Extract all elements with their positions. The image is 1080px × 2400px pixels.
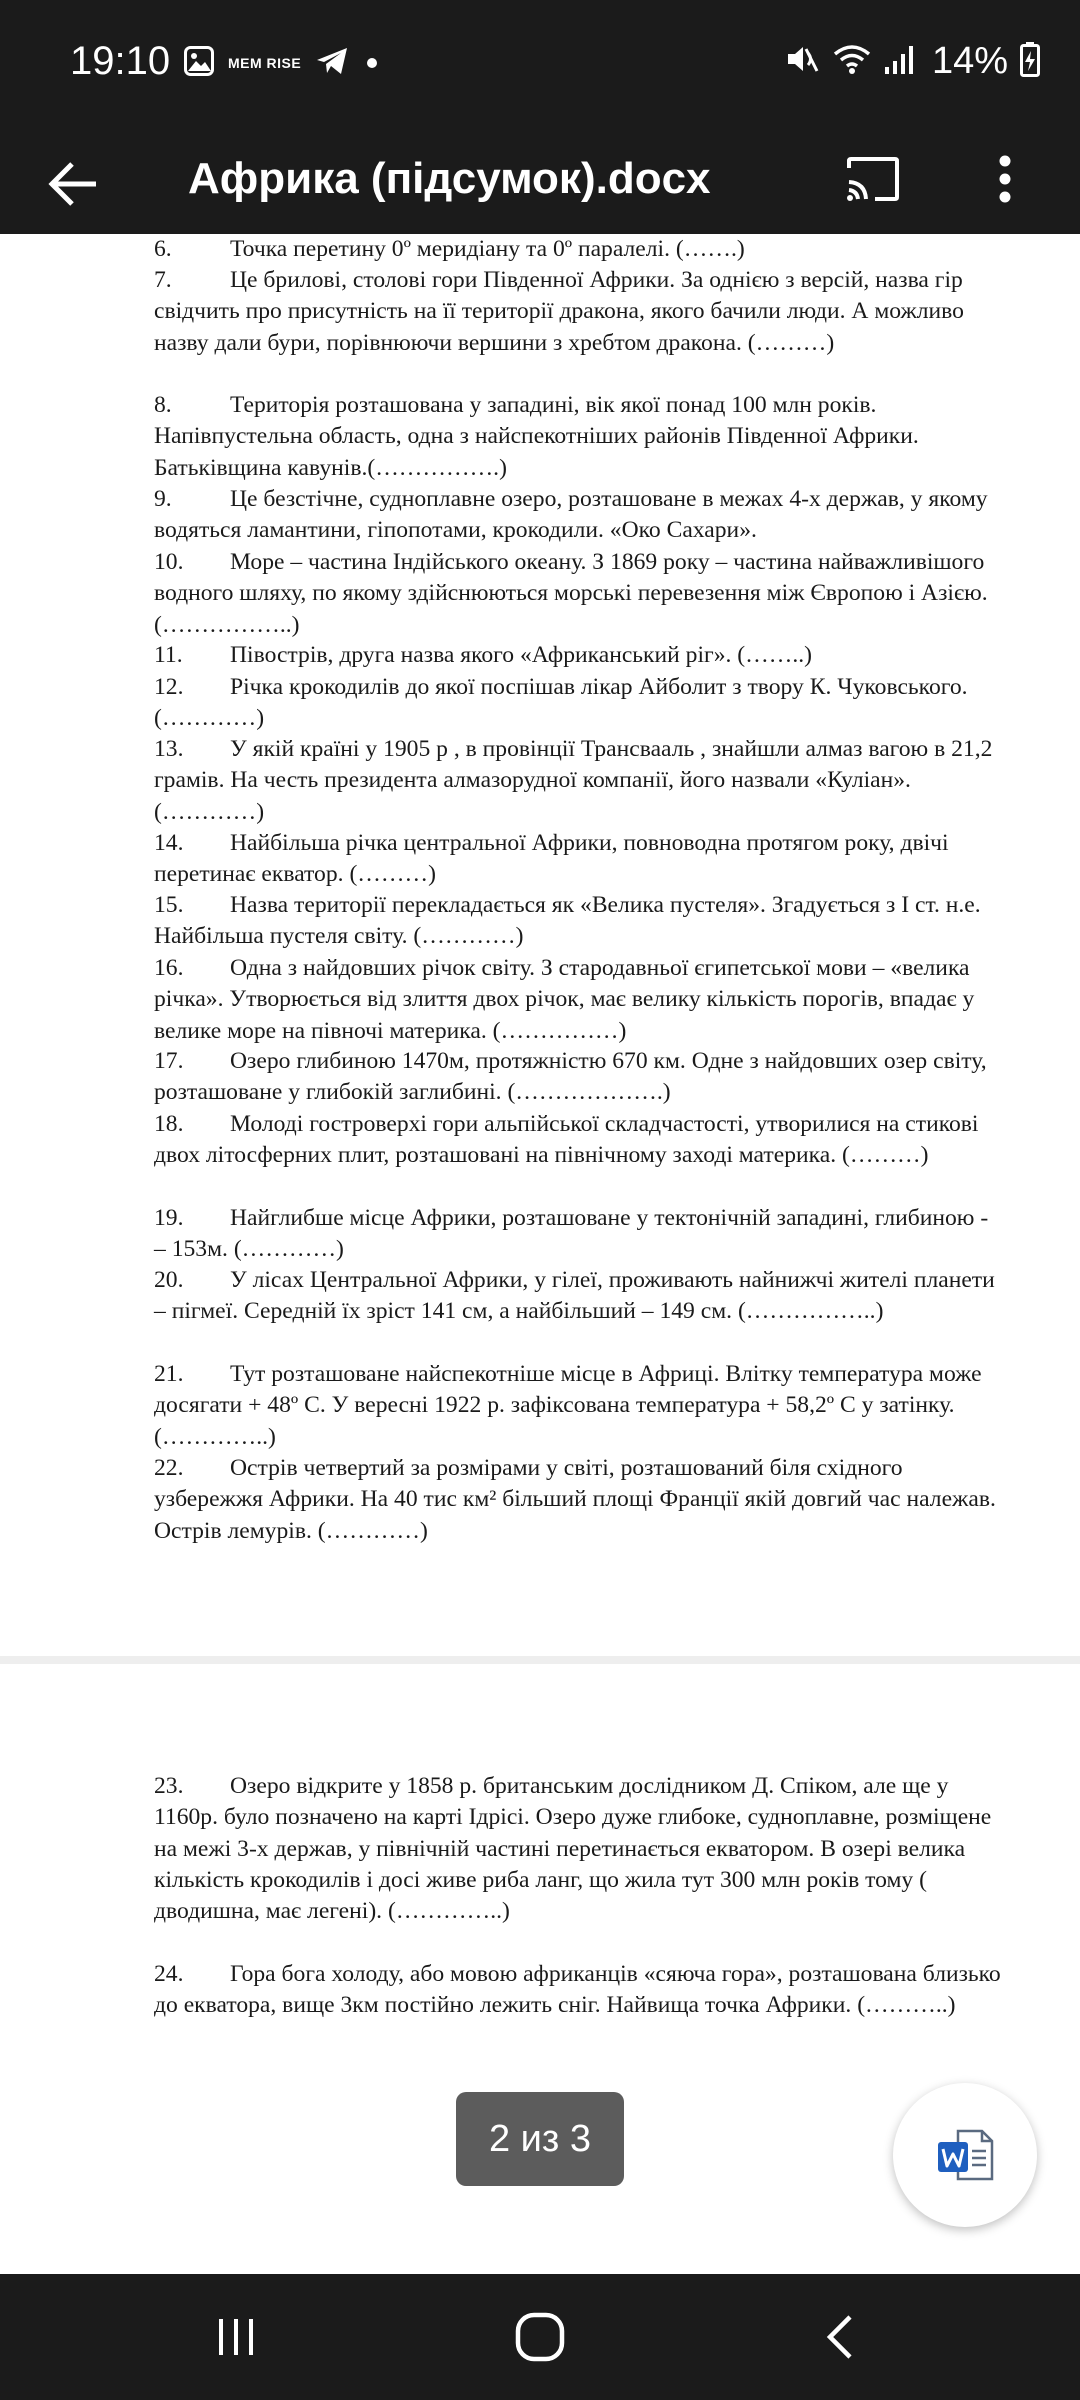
- word-app-icon: [934, 2125, 996, 2185]
- question-14: 14. Найбільша річка центральної Африки, повноводна протягом року, двічі перетинає екватор. (………): [154, 830, 949, 888]
- recent-apps-icon: [214, 2315, 258, 2359]
- question-15: 15. Назва території перекладається як «Велика пустеля». Згадується з І ст. н.е. Найбільша пустеля світу. (…………): [154, 892, 981, 950]
- question-23: 23. Озеро відкрите у 1858 р. британським дослідником Д. Спіком, але ще у 1160р. було позначено на карті Ідрісі. Озеро дуже глибоке, судноплавне, розміщене на межі 3-х держав, у північній частині перетинається екватором. В озері велика кількість крокодилів і досі живе риба ланг, що жила тут 300 млн років тому ( дводишна, має легені). (…………..): [154, 1773, 992, 1925]
- mute-icon: [784, 41, 820, 82]
- question-20: 20. У лісах Центральної Африки, у гілеї, проживають найнижчі жителі планети – пігмеї. Середній їх зріст 141 см, а найбільший – 149 см. (……………..): [154, 1267, 995, 1325]
- open-in-word-button[interactable]: [893, 2083, 1037, 2227]
- question-24: 24. Гора бога холоду, або мовою африканців «сяюча гора», розташована близько до екватора, вище 3км постійно лежить сніг. Найвища точка Африки. (………..): [154, 1961, 1001, 2019]
- cast-button[interactable]: [838, 144, 908, 214]
- more-vert-icon: [998, 154, 1012, 204]
- status-time: 19:10: [70, 39, 171, 83]
- telegram-icon: [315, 46, 349, 81]
- question-8: 8. Територія розташована у западині, вік якої понад 100 млн років. Напівпустельна область, одна з найспекотніших районів Південної Африки. Батьківщина кавунів.(…………….): [154, 392, 919, 481]
- battery-percent: 14%: [931, 40, 1008, 82]
- question-21: 21. Тут розташоване найспекотніше місце в Африці. Влітку температура може досягати + 48º С. У вересні 1922 р. зафіксована температура + 58,2º С у затінку. (…………..): [154, 1361, 982, 1450]
- question-9: 9. Це безстічне, судноплавне озеро, розташоване в межах 4-х держав, у якому водяться ламантини, гіпопотами, крокодили. «Око Сахари».: [154, 486, 988, 544]
- status-bar: [0, 0, 1080, 124]
- memrise-icon: MEM RISE: [228, 54, 302, 71]
- document-view[interactable]: [0, 234, 1080, 2274]
- app-bar: [0, 124, 1080, 234]
- page-indicator: 2 из 3: [456, 2092, 624, 2186]
- question-18: 18. Молоді гостроверхі гори альпійської складчастості, утворилися на стикові двох літосферних плит, розташовані на північному заході материка. (………): [154, 1111, 979, 1169]
- question-13: 13. У якій країні у 1905 р , в провінції Трансвааль , знайшли алмаз вагою в 21,2 грамів. На честь президента алмазорудної компанії, його назвали «Куліан». (…………): [154, 736, 993, 825]
- signal-icon: [884, 43, 914, 80]
- back-nav-button[interactable]: [800, 2302, 880, 2372]
- document-title: Африка (підсумок).docx: [188, 154, 711, 203]
- gallery-icon: [184, 46, 214, 81]
- recent-apps-button[interactable]: [196, 2302, 276, 2372]
- question-6: 6. Точка перетину 0º меридіану та 0º паралелі. (…….): [154, 236, 745, 262]
- back-nav-icon: [824, 2313, 856, 2361]
- navigation-bar: [0, 2274, 1080, 2400]
- question-12: 12. Річка крокодилів до якої поспішав лікар Айболит з твору К. Чуковського. (…………): [154, 674, 968, 732]
- question-17: 17. Озеро глибиною 1470м, протяжністю 670 км. Одне з найдовших озер світу, розташоване у глибокій заглибині. (……………….): [154, 1048, 987, 1106]
- question-7: 7. Це брилові, столові гори Південної Африки. За однією з версій, назва гір свідчить про присутність на її території дракона, якого бачили люди. А можливо назву дали бури, порівнюючи вершини з хребтом дракона. (………): [154, 267, 964, 356]
- battery-icon: [1020, 41, 1040, 82]
- wifi-icon: [832, 43, 872, 80]
- notification-icons: [184, 43, 377, 83]
- question-16: 16. Одна з найдовших річок світу. З стародавньої єгипетської мови – «велика річка». Утворюється від злиття двох річок, має велику кількість порогів, впадає у велике море на півночі материка. (……………): [154, 955, 975, 1044]
- notification-dot-icon: [367, 58, 377, 68]
- more-options-button[interactable]: [975, 144, 1035, 214]
- page-separator: [0, 1656, 1080, 1664]
- back-button[interactable]: [34, 144, 114, 224]
- question-11: 11. Півострів, друга назва якого «Африканський ріг». (……..): [154, 642, 812, 668]
- home-button[interactable]: [500, 2302, 580, 2372]
- back-arrow-icon: [46, 156, 102, 212]
- question-19: 19. Найглибше місце Африки, розташоване у тектонічній западині, глибиною - – 153м. (…………): [154, 1205, 989, 1263]
- system-status: [784, 36, 1040, 86]
- question-10: 10. Море – частина Індійського океану. З 1869 року – частина найважливішого водного шляху, по якому здійснюються морські перевезення між Європою і Азією. (……………..): [154, 549, 988, 638]
- home-icon: [514, 2311, 566, 2363]
- question-22: 22. Острів четвертий за розмірами у світі, розташований біля східного узбережжя Африки. На 40 тис км² більший площі Франції якій довгий час належав. Острів лемурів. (…………): [154, 1455, 996, 1544]
- cast-icon: [845, 156, 901, 202]
